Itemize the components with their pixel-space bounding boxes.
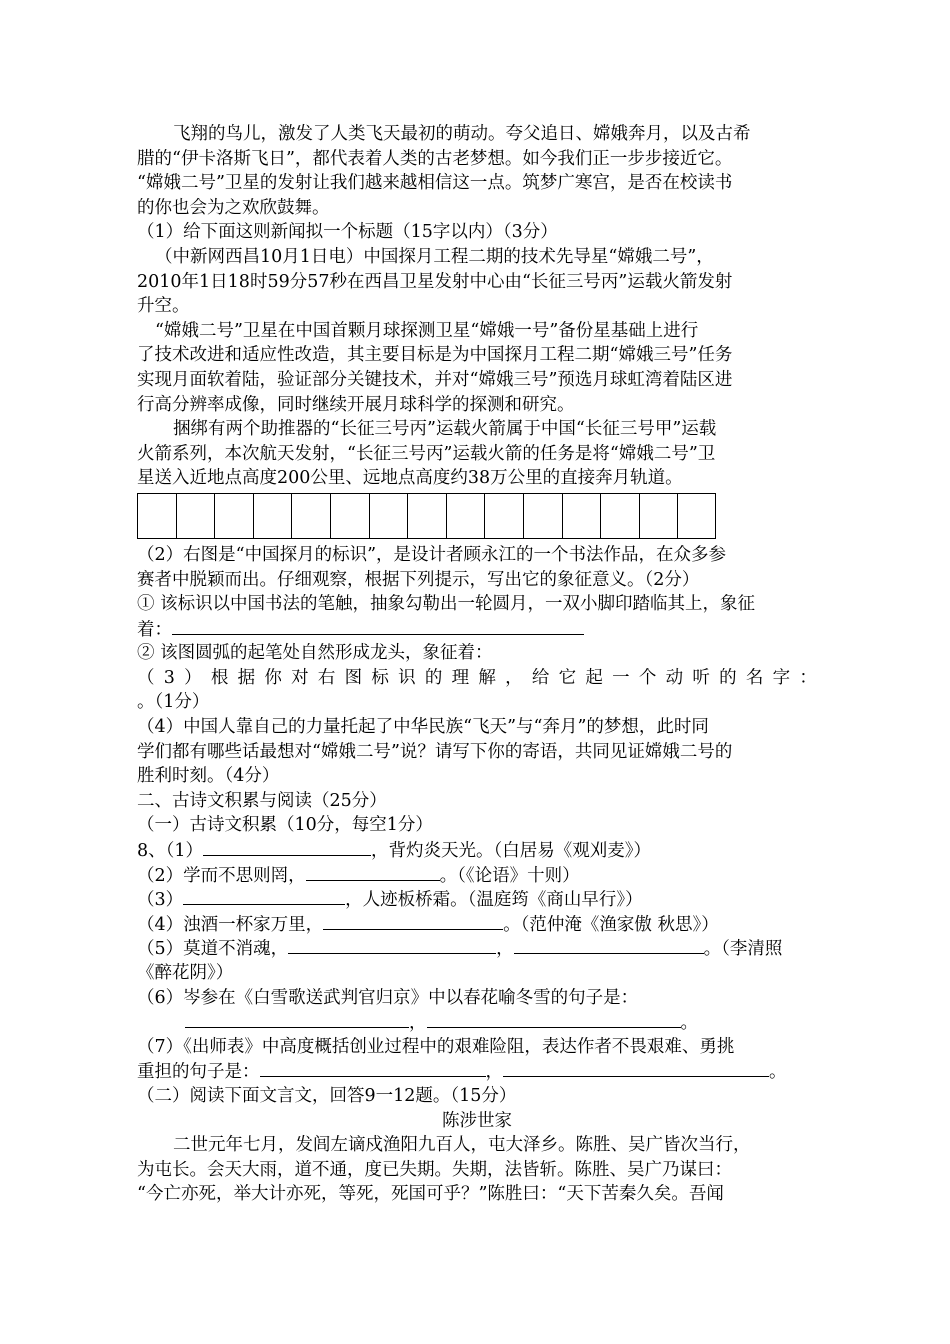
poem-item-6-line-2	[137, 1010, 817, 1035]
news-para-3-line-2: 火箭系列，本次航天发射，“长征三号丙”运载火箭的任务是将“嫦娥二号”卫	[137, 443, 716, 464]
q2-point-2: ② 该图圆弧的起笔处自然形成龙头，象征着：	[137, 643, 493, 664]
answer-blank[interactable]	[172, 617, 584, 635]
item-text: ，背灼炎天光。（白居易《观刈麦》）	[371, 841, 652, 862]
item-text: （4）浊酒一杯家万里，	[137, 914, 324, 935]
q3-char: 对	[291, 667, 309, 688]
answer-box[interactable]	[562, 493, 601, 539]
q3-char: 动	[665, 667, 684, 688]
q3-char: 的	[719, 667, 737, 688]
answer-box[interactable]	[330, 493, 369, 539]
answer-box[interactable]	[214, 493, 253, 539]
answer-box[interactable]	[137, 493, 176, 539]
q3-char: ：	[799, 667, 817, 688]
q2-point-1-line-2	[137, 617, 817, 642]
item-text: ，	[409, 1013, 427, 1034]
news-para-2-line-3: 实现月面软着陆，验证部分关键技术，并对“嫦娥三号”预选月球虹湾着陆区进	[137, 369, 733, 390]
q3-char: 据	[237, 667, 256, 688]
q3-char: 个	[638, 667, 657, 688]
poem-item-7-line-1: （7）《出师表》中高度概括创业过程中的艰难险阻，表达作者不畏艰难、勇挑	[137, 1036, 735, 1057]
news-para-2-line-2: 了技术改进和适应性改造，其主要目标是为中国探月工程二期“嫦娥三号”任务	[137, 345, 733, 366]
q3-char: 字	[772, 667, 791, 688]
q3-char: 给	[531, 667, 550, 688]
passage-line-2: 为屯长。会天大雨，道不通，度已失期。失期，法皆斩。陈胜、吴广乃谋曰：	[137, 1159, 732, 1180]
q2-point-1-label: 着：	[137, 619, 172, 640]
answer-blank[interactable]	[183, 887, 345, 905]
answer-box[interactable]	[176, 493, 215, 539]
intro-line-2: 腊的“伊卡洛斯飞日”，都代表着人类的古老梦想。如今我们正一步步接近它。	[137, 148, 733, 169]
answer-box[interactable]	[407, 493, 446, 539]
intro-line-3: “嫦娥二号”卫星的发射让我们越来越相信这一点。筑梦广寒宫，是否在校读书	[137, 173, 733, 194]
q3-char: 起	[585, 667, 603, 688]
item-text: 。（范仲淹《渔家傲 秋思》）	[503, 914, 719, 935]
subsection-2-title: （二）阅读下面文言文，回答9一12题。（15分）	[137, 1085, 517, 1106]
answer-box[interactable]	[446, 493, 485, 539]
answer-blank[interactable]	[503, 1059, 769, 1077]
q3-char: 听	[692, 667, 710, 688]
news-para-1-line-3: 升空。	[137, 296, 190, 317]
poem-item-5-line-2: 《醉花阴》）	[137, 963, 234, 983]
q3-line-2: 。（1分）	[137, 692, 210, 713]
news-para-1-line-2: 2010年1日18时59分57秒在西昌卫星发射中心由“长征三号丙”运载火箭发射	[137, 271, 733, 292]
poem-item-5-line-1	[137, 936, 817, 961]
exam-page	[137, 122, 817, 1207]
answer-box[interactable]	[600, 493, 639, 539]
news-para-1-line-1: （中新网西昌10月1日电）中国探月工程二期的技术先导星“嫦娥二号”，	[155, 246, 714, 267]
q3-char: 识	[398, 667, 416, 688]
q3-char: 你	[264, 667, 282, 688]
q3-char: 的	[424, 667, 443, 688]
q3-line-1	[137, 666, 817, 691]
q3-char: 3	[163, 667, 175, 688]
q3-char: ）	[184, 667, 202, 688]
headline-answer-grid[interactable]	[137, 493, 817, 539]
item-text: 。	[680, 1013, 698, 1034]
q3-char: 标	[371, 667, 389, 688]
poem-item-7-line-2	[137, 1059, 817, 1084]
answer-box[interactable]	[677, 493, 716, 539]
poem-item-3	[137, 887, 817, 912]
passage-title: 陈涉世家	[442, 1110, 512, 1131]
q3-char: （	[137, 667, 155, 688]
news-para-2-line-1: “嫦娥二号”卫星在中国首颗月球探测卫星“嫦娥一号”备份星基础上进行	[155, 320, 699, 341]
answer-blank[interactable]	[203, 838, 371, 856]
poem-item-6-line-1: （6）岑参在《白雪歌送武判官归京》中以春花喻冬雪的句子是：	[137, 987, 639, 1008]
q3-char: 理	[451, 667, 470, 688]
poem-item-4	[137, 912, 817, 937]
passage-line-1: 二世元年七月，发闾左谪戍渔阳九百人，屯大泽乡。陈胜、吴广皆次当行，	[173, 1135, 751, 1156]
subsection-1-title: （一）古诗文积累（10分，每空1分）	[137, 815, 433, 836]
answer-box[interactable]	[639, 493, 678, 539]
answer-box[interactable]	[484, 493, 523, 539]
item-text: 。（李清照	[703, 939, 783, 960]
item-text: ，	[485, 1062, 503, 1083]
passage-line-3: “今亡亦死，举大计亦死，等死，死国可乎？”陈胜曰：“天下苦秦久矣。吾闻	[137, 1184, 724, 1205]
item-text: 重担的句子是：	[137, 1062, 260, 1083]
q3-char: 右	[317, 667, 336, 688]
item-text: 8、（1）	[137, 841, 204, 862]
q3-char: 根	[210, 667, 229, 688]
poem-item-1	[137, 838, 817, 863]
item-text: 。（《论语》十则）	[439, 865, 580, 886]
answer-box[interactable]	[253, 493, 292, 539]
q3-char: 一	[612, 667, 630, 688]
q1-title: （1）给下面这则新闻拟一个标题（15字以内）（3分）	[137, 222, 558, 243]
answer-blank[interactable]	[185, 1010, 409, 1028]
answer-blank[interactable]	[288, 936, 496, 954]
answer-blank[interactable]	[427, 1010, 681, 1028]
answer-blank[interactable]	[323, 912, 503, 930]
item-text: 。	[769, 1062, 787, 1083]
q3-char: 它	[558, 667, 577, 688]
q3-char: 名	[745, 667, 764, 688]
item-text: ，	[496, 939, 514, 960]
intro-line-1: 飞翔的鸟儿，激发了人类飞天最初的萌动。夸父追日、嫦娥奔月，以及古希	[173, 124, 751, 144]
q4-line-2: 学们都有哪些话最想对“嫦娥二号”说？请写下你的寄语，共同见证嫦娥二号的	[137, 741, 733, 762]
news-para-3-line-3: 星送入近地点高度200公里、远地点高度约38万公里的直接奔月轨道。	[137, 468, 683, 489]
item-text: ，人迹板桥霜。（温庭筠《商山早行》）	[345, 890, 643, 911]
item-text: （5）莫道不消魂，	[137, 939, 289, 960]
answer-blank[interactable]	[514, 936, 704, 954]
news-para-2-line-4: 行高分辨率成像，同时继续开展月球科学的探测和研究。	[137, 394, 575, 415]
q3-char: 解	[478, 667, 496, 688]
answer-blank[interactable]	[306, 863, 440, 881]
answer-box[interactable]	[291, 493, 330, 539]
intro-line-4: 的你也会为之欢欣鼓舞。	[137, 197, 330, 218]
item-text: （2）学而不思则罔，	[137, 865, 306, 886]
q4-line-1: （4）中国人靠自己的力量托起了中华民族“飞天”与“奔月”的梦想，此时同	[137, 717, 709, 738]
item-text: （3）	[137, 890, 184, 911]
section-2-title: 二、古诗文积累与阅读（25分）	[137, 790, 387, 811]
q3-char: ，	[505, 667, 523, 688]
news-para-3-line-1: 捆绑有两个助推器的“长征三号丙”运载火箭属于中国“长征三号甲”运载	[173, 419, 717, 440]
poem-item-2	[137, 863, 817, 888]
q2-point-1-line-1: ① 该标识以中国书法的笔触，抽象勾勒出一轮圆月，一双小脚印踏临其上，象征	[137, 594, 756, 615]
answer-box[interactable]	[523, 493, 562, 539]
answer-blank[interactable]	[260, 1059, 486, 1077]
q2-line-1: （2）右图是“中国探月的标识”，是设计者顾永江的一个书法作品，在众多参	[137, 544, 727, 565]
q2-line-2: 赛者中脱颖而出。仔细观察，根据下列提示，写出它的象征意义。（2分）	[137, 569, 700, 590]
q3-char: 图	[344, 667, 363, 688]
answer-box[interactable]	[369, 493, 408, 539]
q4-line-3: 胜利时刻。（4分）	[137, 766, 280, 787]
